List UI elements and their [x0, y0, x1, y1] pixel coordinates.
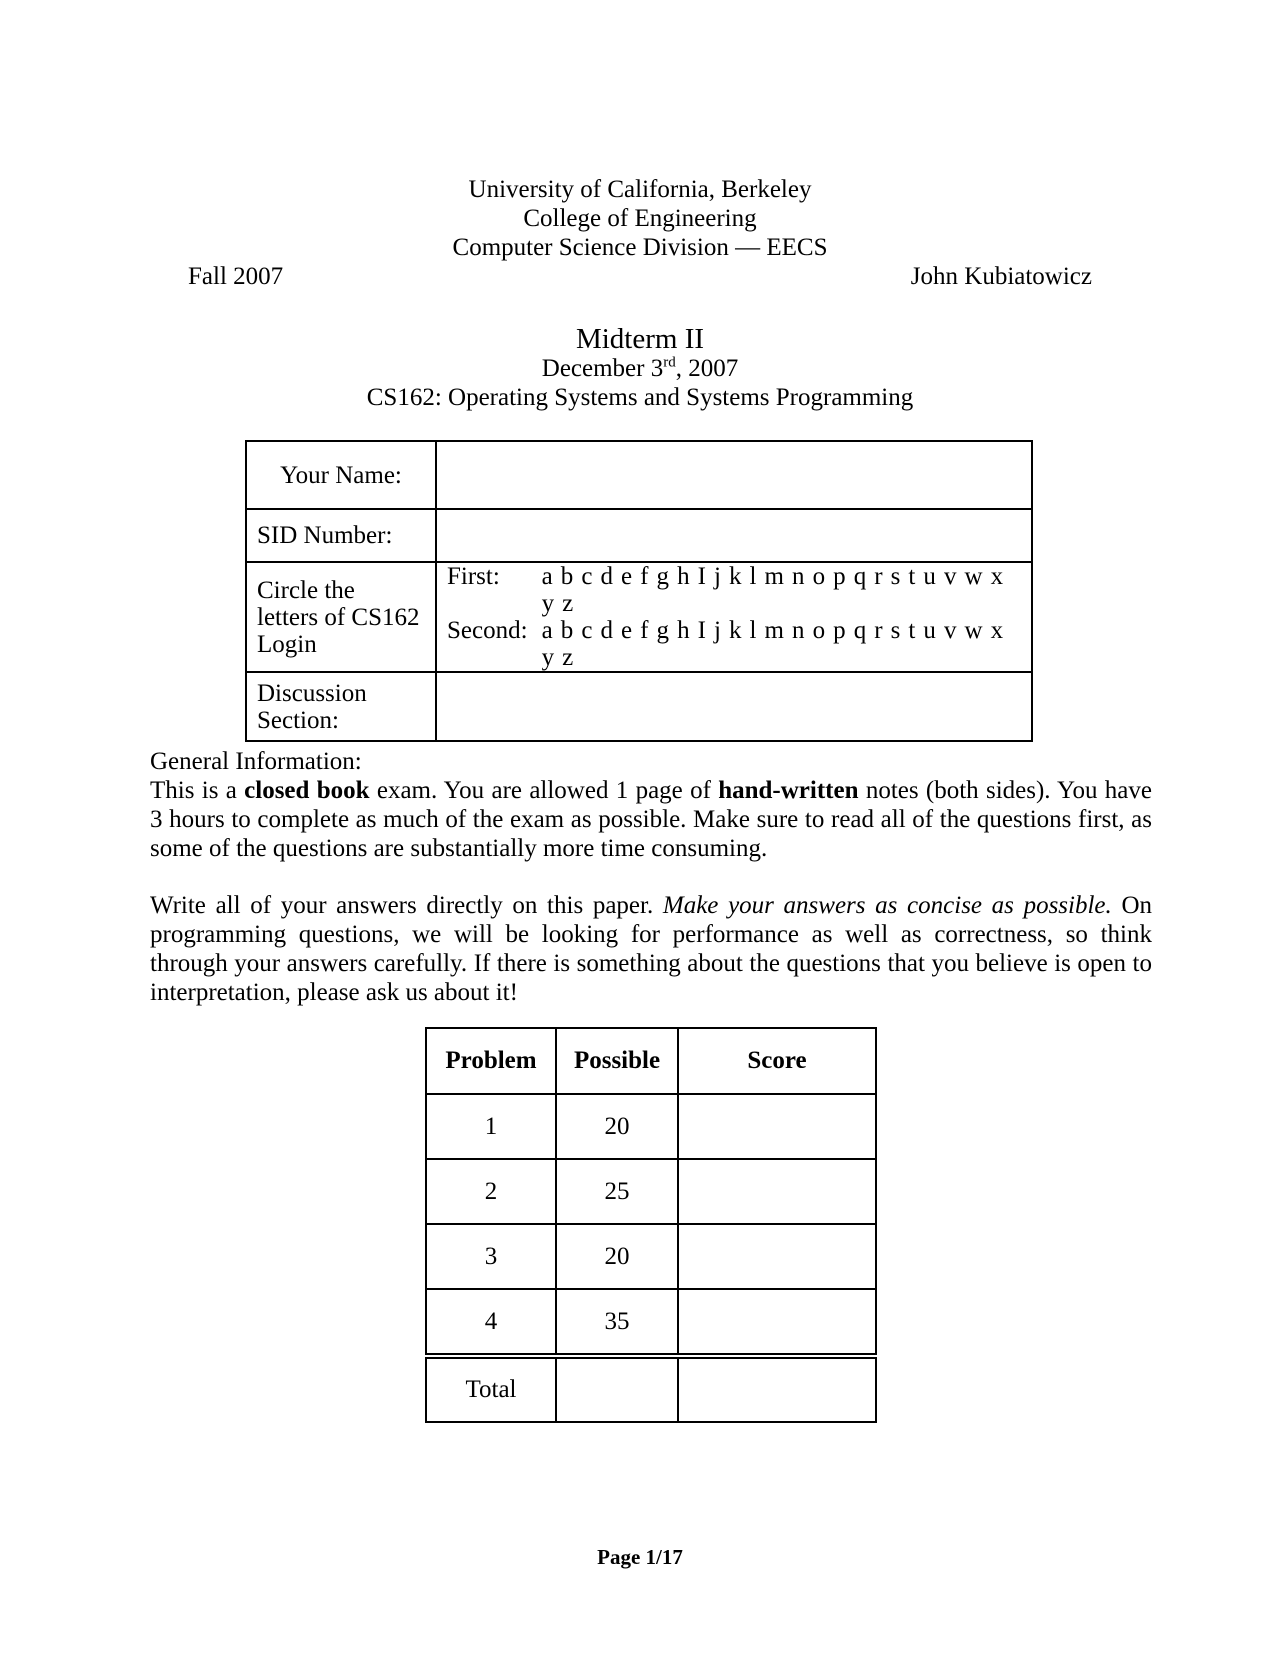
hand-written-emphasis: hand-written [718, 777, 859, 804]
closed-book-emphasis: closed book [244, 777, 370, 804]
login-label-line-3: Login [257, 630, 317, 658]
login-first-letters[interactable]: a b c d e f g h I j k l m n o p q r s t u v w x y z [541, 563, 1004, 617]
score-cell[interactable] [678, 1289, 876, 1356]
login-second-row [447, 617, 1021, 671]
section-field[interactable] [436, 672, 1032, 741]
college-name: College of Engineering [523, 205, 757, 232]
course-title: CS162: Operating Systems and Systems Programming [366, 384, 914, 411]
possible-points: 35 [556, 1289, 678, 1356]
p2-text-a: Write all of your answers directly on this paper. [150, 892, 663, 919]
total-possible-cell[interactable] [556, 1356, 678, 1422]
page-number: Page 1/17 [597, 1545, 683, 1569]
score-cell[interactable] [678, 1159, 876, 1224]
table-row [426, 1159, 876, 1224]
exam-date-suffix: rd [663, 354, 676, 371]
problem-number: 2 [426, 1159, 556, 1224]
p1-text-c: exam. You are allowed 1 page of [369, 777, 719, 804]
score-table [425, 1027, 877, 1423]
division-name: Computer Science Division — EECS [452, 234, 828, 261]
score-cell[interactable] [678, 1094, 876, 1159]
total-score-cell[interactable] [678, 1356, 876, 1422]
name-label: Your Name: [246, 441, 436, 509]
login-label-line-2: letters of CS162 [257, 603, 420, 631]
exam-date [0, 354, 1280, 384]
header-possible: Possible [556, 1028, 678, 1094]
section-label-line-1: Discussion [257, 679, 367, 707]
p1-text-a: This is a [150, 777, 245, 804]
exam-date-day: December 3 [541, 355, 664, 382]
section-label [246, 672, 436, 741]
sid-row [246, 509, 1032, 562]
score-header-row [426, 1028, 876, 1094]
problem-number: 1 [426, 1094, 556, 1159]
section-label-line-2: Section: [257, 706, 339, 734]
total-label: Total [426, 1356, 556, 1422]
table-row [426, 1289, 876, 1356]
header-problem: Problem [426, 1028, 556, 1094]
table-row [426, 1224, 876, 1289]
exam-title: Midterm II [575, 323, 705, 355]
possible-points: 20 [556, 1224, 678, 1289]
login-letters-cell[interactable] [436, 562, 1032, 672]
p2-text-c: On programming questions, we will be looking for performance as well as correctness, so think through your answers carefully. If there is something about the questions that you believe is open to interpretation, please ask us about it! [150, 892, 1152, 1006]
sid-field[interactable] [436, 509, 1032, 562]
concise-emphasis: Make your answers as concise as possible. [662, 892, 1112, 919]
university-name: University of California, Berkeley [468, 176, 812, 203]
student-info-table [245, 440, 1033, 742]
login-row [246, 562, 1032, 672]
table-row [426, 1094, 876, 1159]
general-paragraph-2 [150, 891, 1152, 1007]
login-second-letters[interactable]: a b c d e f g h I j k l m n o p q r s t u v w x y z [541, 617, 1004, 671]
instructor: John Kubiatowicz [910, 263, 1092, 290]
problem-number: 3 [426, 1224, 556, 1289]
score-cell[interactable] [678, 1224, 876, 1289]
total-row [426, 1356, 876, 1422]
login-second-label: Second: [447, 617, 528, 644]
login-first-label: First: [447, 563, 500, 590]
exam-date-year: , 2007 [675, 355, 739, 382]
possible-points: 25 [556, 1159, 678, 1224]
login-label-line-1: Circle the [257, 576, 355, 604]
name-row [246, 441, 1032, 509]
login-first-row [447, 563, 1021, 617]
general-heading: General Information: [150, 748, 362, 775]
name-field[interactable] [436, 441, 1032, 509]
general-paragraph-1 [150, 776, 1152, 863]
header-score: Score [678, 1028, 876, 1094]
p1-text-e: notes (both sides). You have 3 hours to complete as much of the exam as possible. Make sure to read all of the questions first, as some of the questions are substantially more time consuming. [150, 777, 1152, 862]
sid-label: SID Number: [246, 509, 436, 562]
section-row [246, 672, 1032, 741]
problem-number: 4 [426, 1289, 556, 1356]
possible-points: 20 [556, 1094, 678, 1159]
login-label [246, 562, 436, 672]
term: Fall 2007 [188, 263, 284, 290]
